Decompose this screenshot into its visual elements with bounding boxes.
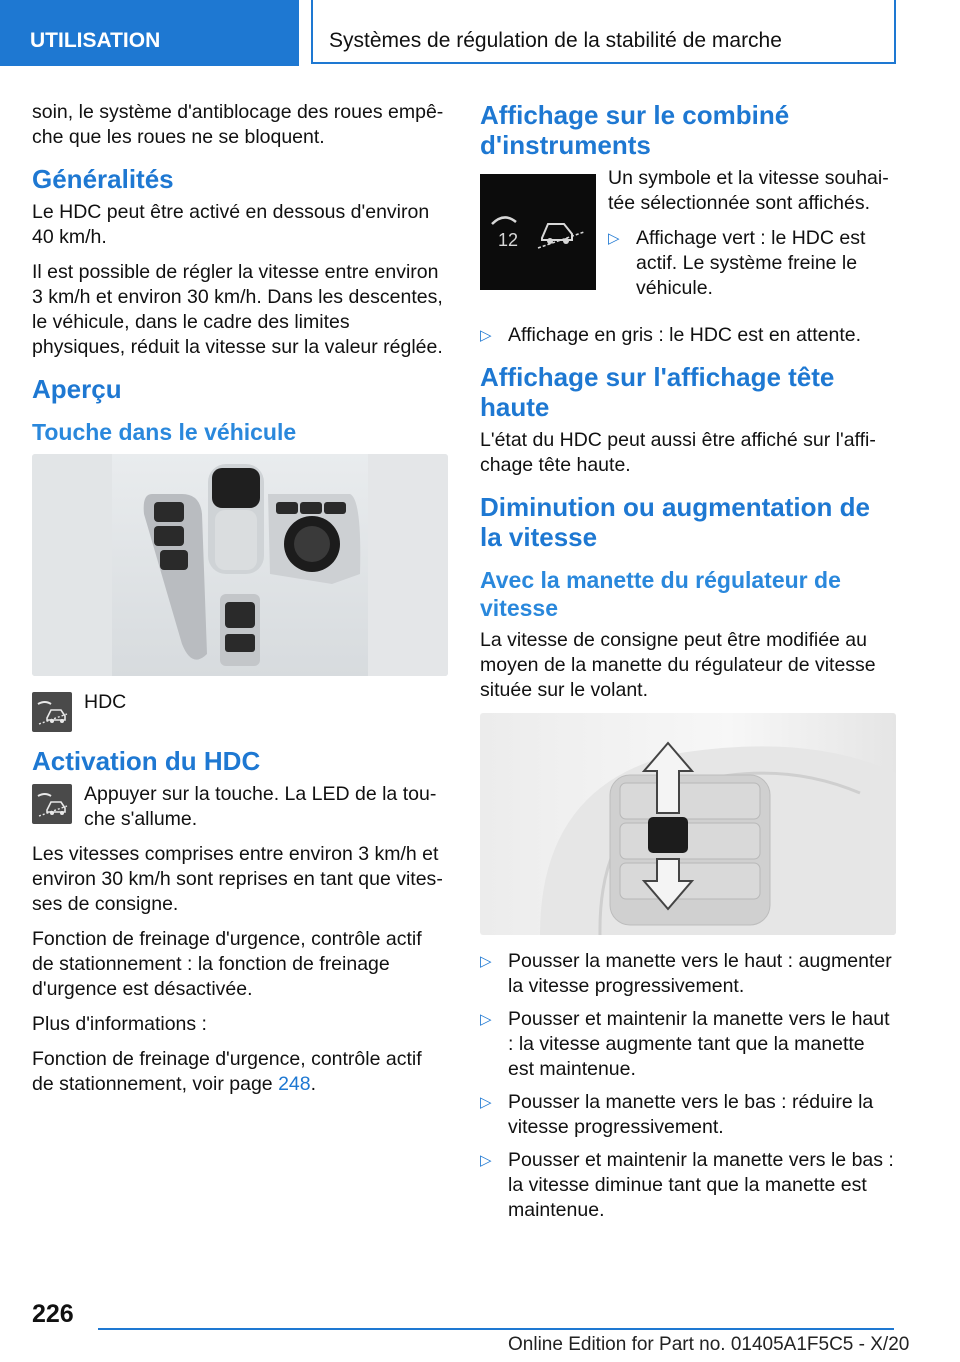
list-item	[480, 1148, 896, 1223]
list-item	[480, 949, 896, 999]
subheading-touche: Touche dans le véhicule	[32, 419, 297, 445]
cluster-row	[480, 166, 896, 311]
activation-paragraph-3: Plus d'informations :	[32, 1013, 207, 1035]
cluster-text-block	[608, 166, 896, 311]
generalites-paragraph-1: Le HDC peut être activé en dessous d'environ 40 km/h.	[32, 201, 430, 248]
triangle-right-icon: ▷	[608, 230, 620, 247]
cluster-bullets	[608, 226, 896, 301]
footer-divider	[98, 1328, 894, 1330]
console-photo	[32, 454, 448, 676]
bullet-text: Pousser la manette vers le bas : réduire la vitesse progressivement.	[508, 1091, 874, 1138]
list-item	[480, 1007, 896, 1082]
activation-icon-row	[32, 782, 448, 832]
triangle-right-icon: ▷	[480, 1011, 492, 1028]
lever-bullets	[480, 949, 896, 1223]
vitesse-paragraph: La vitesse de consigne peut être modifiée au moyen de la manette du régulateur de vitesse située sur le volant.	[480, 629, 876, 701]
activation-ref-text: Fonction de freinage d'urgence, contrôle actif de stationnement, voir page	[32, 1048, 422, 1095]
right-column	[480, 100, 896, 1233]
subheading-manette: Avec la manette du régulateur de vitesse	[480, 567, 841, 621]
heading-hud: Affichage sur l'affichage tête haute	[480, 362, 835, 422]
heading-generalites: Généralités	[32, 164, 174, 194]
triangle-right-icon: ▷	[480, 327, 492, 344]
activation-paragraph-1: Les vitesses comprises entre environ 3 km/h et environ 30 km/h sont reprises en tant que vitesses de consigne.	[32, 843, 443, 915]
cluster-bullets-2	[480, 323, 896, 348]
heading-apercu: Aperçu	[32, 374, 122, 404]
intro-paragraph: soin, le système d'antiblocage des roues empêche que les roues ne se bloquent.	[32, 101, 444, 148]
list-item	[480, 1090, 896, 1140]
list-item	[608, 226, 896, 301]
page-header	[0, 0, 960, 66]
steering-lever-photo	[480, 713, 896, 935]
heading-vitesse: Diminution ou augmentation de la vitesse	[480, 492, 870, 552]
heading-combine: Affichage sur le combiné d'instruments	[480, 100, 790, 160]
steering-lever-illustration	[480, 713, 896, 935]
generalites-paragraph-2: Il est possible de régler la vitesse entre environ 3 km/h et environ 30 km/h. Dans les descentes, le véhicule, dans le cadre des limites physiques, réduit la vitesse sur la valeur réglée.	[32, 261, 443, 358]
hdc-label: HDC	[84, 691, 127, 713]
edition-text: Online Edition for Part no. 01405A1F5C5 - X/20	[508, 1334, 910, 1355]
triangle-right-icon: ▷	[480, 953, 492, 970]
activation-ref-end: .	[310, 1073, 317, 1095]
cluster-description: Un symbole et la vitesse souhaitée sélectionnée sont affichés.	[608, 167, 889, 214]
section-tab[interactable]: UTILISATION	[0, 0, 299, 66]
list-item	[480, 323, 896, 348]
bullet-text: Pousser la manette vers le haut : augmenter la vitesse progressivement.	[508, 950, 892, 997]
hud-paragraph: L'état du HDC peut aussi être affiché sur l'affichage tête haute.	[480, 429, 876, 476]
hdc-icon-row	[32, 690, 448, 732]
bullet-text: Affichage en gris : le HDC est en attente.	[508, 324, 861, 346]
hdc-descent-icon	[32, 784, 72, 824]
chapter-title: Systèmes de régulation de la stabilité de marche	[311, 0, 896, 64]
activation-instruction: Appuyer sur la touche. La LED de la touche s'allume.	[84, 783, 437, 830]
triangle-right-icon: ▷	[480, 1094, 492, 1111]
page-number: 226	[32, 1300, 74, 1328]
console-illustration	[32, 454, 448, 676]
cluster-speed: 12	[498, 230, 519, 250]
bullet-text: Pousser et maintenir la manette vers le haut : la vitesse augmente tant que la manette est maintenue.	[508, 1008, 890, 1080]
bullet-text: Pousser et maintenir la manette vers le bas : la vitesse diminue tant que la manette est maintenue.	[508, 1149, 894, 1221]
bullet-text: Affichage vert : le HDC est actif. Le système freine le véhicule.	[636, 227, 866, 299]
triangle-right-icon: ▷	[480, 1152, 492, 1169]
cluster-display-image	[480, 174, 596, 290]
heading-activation: Activation du HDC	[32, 746, 261, 776]
page-link[interactable]: 248	[278, 1073, 311, 1095]
left-column	[32, 100, 448, 1107]
activation-paragraph-2: Fonction de freinage d'urgence, contrôle actif de stationnement : la fonction de freinage d'urgence est désactivée.	[32, 928, 422, 1000]
activation-paragraph-4	[32, 1047, 448, 1097]
hdc-descent-icon	[32, 692, 72, 732]
